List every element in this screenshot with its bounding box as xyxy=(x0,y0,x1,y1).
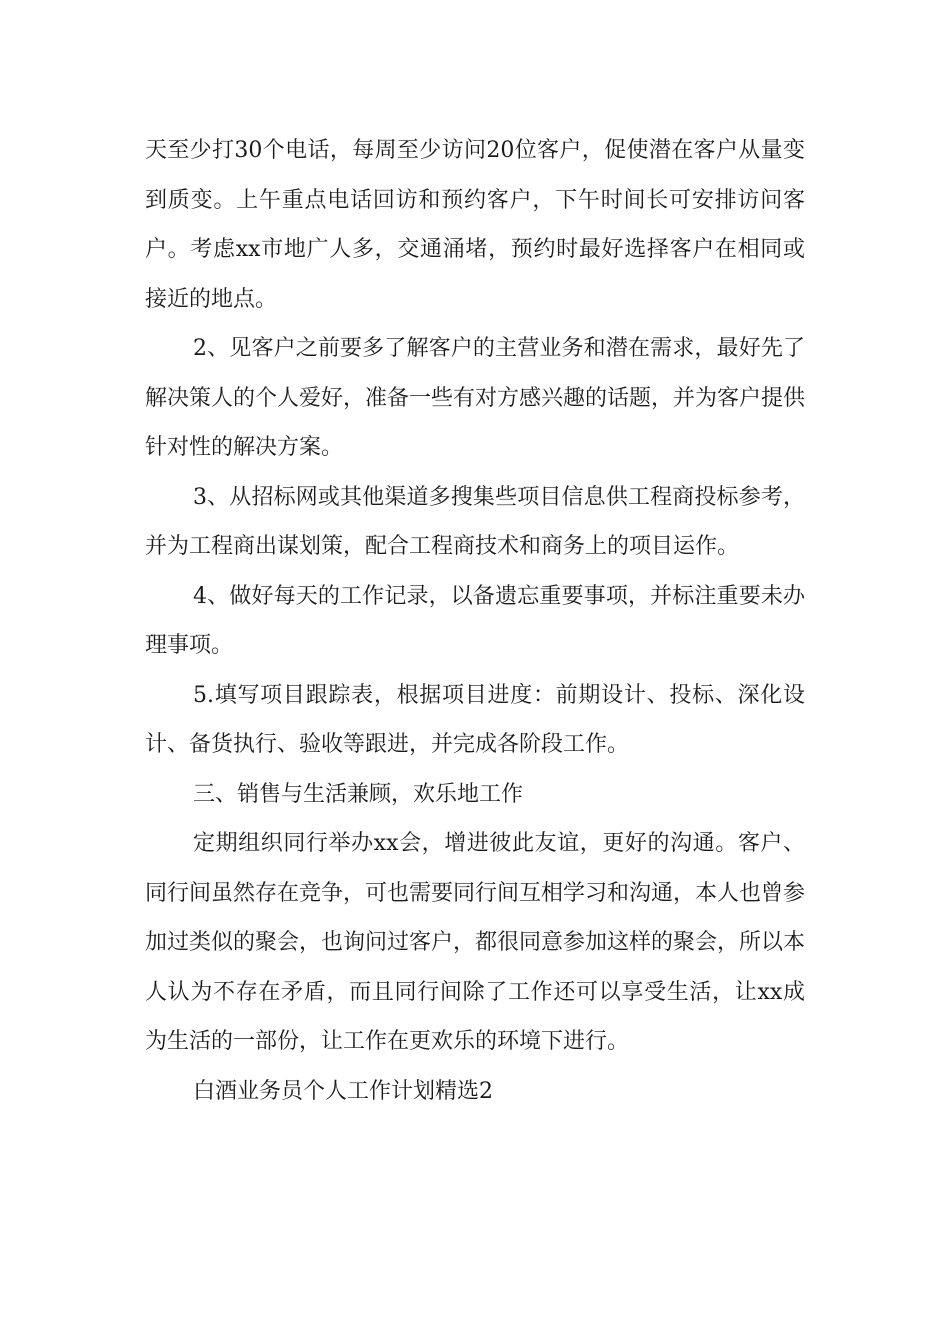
paragraph-item-2-client-research: 2、见客户之前要多了解客户的主营业务和潜在需求，最好先了解决策人的个人爱好，准备一些有对方感兴趣的话题，并为客户提供针对性的解决方案。 xyxy=(145,336,806,460)
paragraph-item-3-bid-information: 3、从招标网或其他渠道多搜集些项目信息供工程商投标参考，并为工程商出谋划策，配合工程商技术和商务上的项目运作。 xyxy=(145,484,805,559)
paragraph-continued-call-targets: 天至少打30个电话，每周至少访问20位客户，促使潜在客户从量变到质变。上午重点电话回访和预约客户，下午时间长可安排访问客户。考虑xx市地广人多，交通涌堵，预约时最好选择客户在相同或接近的地点。 xyxy=(145,138,805,312)
paragraph-item-4-work-record: 4、做好每天的工作记录，以备遗忘重要事项，并标注重要未办理事项。 xyxy=(145,583,805,658)
document-body xyxy=(145,126,805,1116)
section-heading-3: 三、销售与生活兼顾，欢乐地工作 xyxy=(193,781,524,807)
next-plan-title: 白酒业务员个人工作计划精选2 xyxy=(193,1078,493,1104)
paragraph-item-5-project-tracking: 5.填写项目跟踪表，根据项目进度：前期设计、投标、深化设计、备货执行、验收等跟进，并完成各阶段工作。 xyxy=(145,682,805,757)
paragraph-peer-gathering: 定期组织同行举办xx会，增进彼此友谊，更好的沟通。客户、同行间虽然存在竞争，可也需要同行间互相学习和沟通，本人也曾参加过类似的聚会，也询问过客户，都很同意参加这样的聚会，所以本人认为不存在矛盾，而且同行间除了工作还可以享受生活，让xx成为生活的一部份，让工作在更欢乐的环境下进行。 xyxy=(145,831,806,1054)
